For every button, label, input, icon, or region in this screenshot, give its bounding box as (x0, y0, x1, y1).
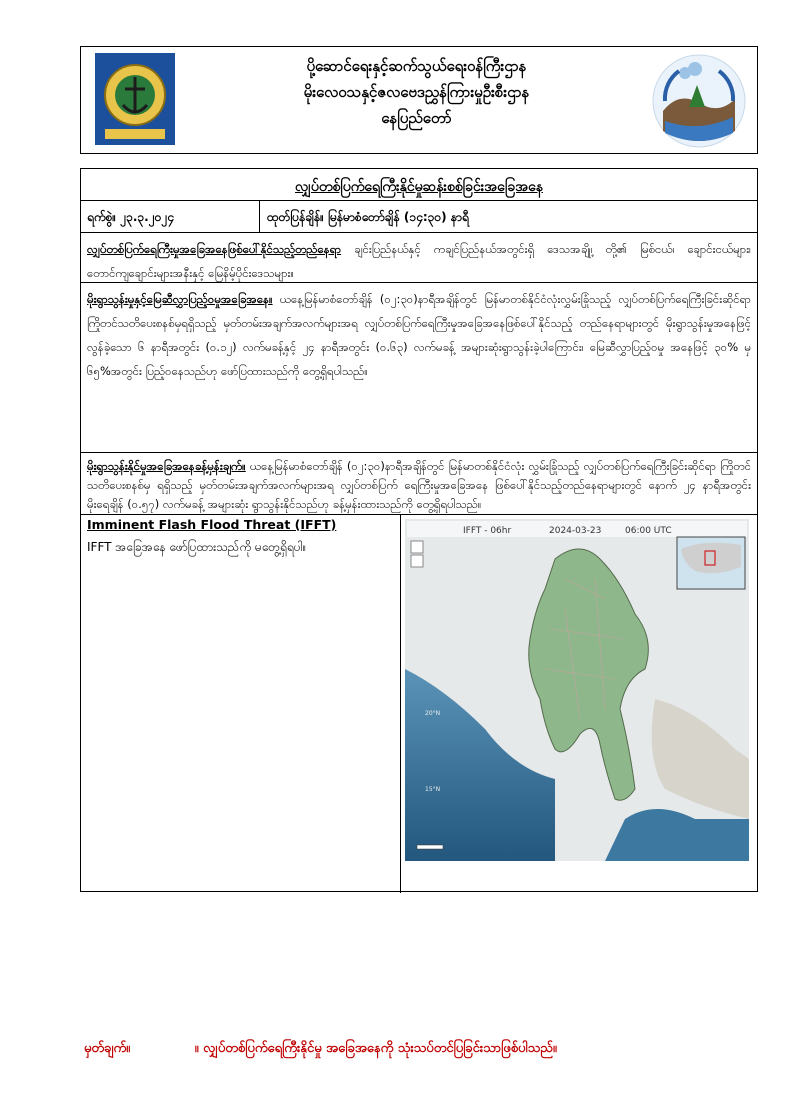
ifft-status: IFFT အခြေအနေ ဖော်ပြထားသည်ကို မတွေ့ရှိရပါ။ (87, 540, 307, 554)
date-value: ၂၃.၃.၂၀၂၄ (120, 210, 175, 224)
footer-note (84, 1040, 617, 1059)
header-box (80, 46, 758, 154)
location-paragraph (87, 237, 751, 285)
ifft-map (405, 519, 749, 861)
date-row (81, 201, 757, 233)
report-title: လျှပ်တစ်ပြက်ရေကြီးနိုင်မှုဆန်းစစ်ခြင်းအခြေအနေ (295, 179, 543, 195)
forecast-paragraph (87, 457, 751, 514)
map-time-label: 06:00 UTC (625, 526, 672, 536)
location-row (81, 233, 757, 283)
ministry-logo-icon (95, 53, 175, 145)
map-lat-label: 15°N (425, 786, 441, 793)
forecast-row (81, 453, 757, 515)
rainfall-soil-label: မိုးရွာသွန်းမှုနှင့်မြေဆီလွှာပြည့်ဝမှုအခြေအနေ။ (87, 292, 273, 306)
header-ministry: ပို့ဆောင်ရေးနှင့်ဆက်သွယ်ရေးဝန်ကြီးဌာန (306, 57, 527, 75)
map-product-label: IFFT - 06hr (463, 526, 512, 536)
date-divider (259, 201, 260, 232)
date-label: ရက်စွဲ။ (87, 210, 117, 224)
forecast-label: မိုးရွာသွန်းနိုင်မှုအခြေအနေခန့်မှန်းချက်။ (87, 459, 246, 473)
rainfall-soil-text: ယနေ့မြန်မာစံတော်ချိန် (၀၂:၃၀)နာရီအချိန်တွင် မြန်မာတစ်နိုင်ငံလုံးလွှမ်းခြုံသည့် လျှပ်တစ်ပြက်ရေကြီးခြင်းဆိုင်ရာ ကြိုတင်သတိပေးစနစ်မှရရှိသည့် မှတ်တမ်းအချက်အလက်များအရ လျှပ်တစ်ပြက်ရေကြီးမှုအခြေအနေဖြစ်ပေါ်နိုင်သည့် တည်နေရာများတွင် မိုးရွာသွန်းမှုအနေဖြင့် လွန်ခဲ့သော ၆ နာရီအတွင်း (၀.၁၂) လက်မခန့်နှင့် ၂၄ နာရီအတွင်း (၀.၆၃) လက်မခန့် အများဆုံးရွာသွန်းခဲ့ပါကြောင်း၊ မြေဆီလွှာပြည့်ဝမှု အနေဖြင့် ၃၀% မှ ၆၅%အတွင်း ပြည့်ဝနေသည်ဟု ဖော်ပြထားသည်ကို တွေ့ရှိရပါသည်။ (87, 292, 752, 378)
footer-note-text: ။ လျှပ်တစ်ပြက်ရေကြီးနိုင်မှု အခြေအနေကို သုံးသပ်တင်ပြခြင်းသာဖြစ်ပါသည်။ (194, 1041, 557, 1056)
report-title-row (81, 169, 757, 201)
issue-time-cell (267, 209, 469, 227)
issue-time-label: ထုတ်ပြန်ချိန်။ (267, 210, 324, 224)
header-city: နေပြည်တော် (381, 109, 452, 127)
map-inset (677, 537, 745, 589)
map-date-label: 2024-03-23 (549, 526, 602, 536)
ifft-row (81, 515, 757, 893)
ifft-title: Imminent Flash Flood Threat (IFFT) (87, 517, 337, 532)
ifft-cell (81, 515, 401, 893)
header-department: မိုးလေဝသနှင့်ဇလဗေဒညွှန်ကြားမှုဦးစီးဌာန (303, 83, 530, 101)
footer-note-label: မှတ်ချက်။ (84, 1041, 131, 1056)
rainfall-soil-row (81, 283, 757, 453)
rainfall-soil-paragraph (87, 287, 751, 383)
forecast-text: ယနေ့မြန်မာစံတော်ချိန် (၀၂:၃၀)နာရီအချိန်တွင် မြန်မာတစ်နိုင်ငံလုံး လွှမ်းခြုံသည့် လျှပ်တစ်ပြက်ရေကြီးခြင်းဆိုင်ရာ ကြိုတင်သတိပေးစနစ်မှ ရရှိသည့် မှတ်တမ်းအချက်အလက်များအရ လျှပ်တစ်ပြက် ရေကြီးမှုအခြေအနေ ဖြစ်ပေါ်နိုင်သည့်တည်နေရာများတွင် နောက် ၂၄ နာရီအတွင်း မိုးရေချိန် (၀.၅၇) လက်မခန့် အများဆုံး ရွာသွန်းနိုင်သည်ဟု ခန့်မှန်းထားသည်ကို တွေ့ရှိရပါသည်။ (87, 459, 751, 511)
map-lat-label: 20°N (425, 710, 441, 717)
report-table (80, 168, 758, 892)
hydrology-logo-icon (649, 51, 749, 151)
map-scale-bar (417, 845, 443, 849)
location-label: လျှပ်တစ်ပြက်ရေကြီးမှုအခြေအနေဖြစ်ပေါ်နိုင်သည့်တည်နေရာ (87, 242, 342, 256)
issue-time-value: မြန်မာစံတော်ချိန် (၁၄:၃၀) နာရီ (328, 210, 469, 224)
location-text: ချင်းပြည်နယ်နှင့် ကချင်ပြည်နယ်အတွင်းရှိ ဒေသအချို့၊ တို့၏ မြစ်ငယ်၊ ချောင်းငယ်များ၊ တောင်ကျချောင်းများအနီးနှင့် မြေနိမ့်ပိုင်းဒေသများ။ (87, 242, 752, 280)
date-cell (87, 209, 174, 227)
